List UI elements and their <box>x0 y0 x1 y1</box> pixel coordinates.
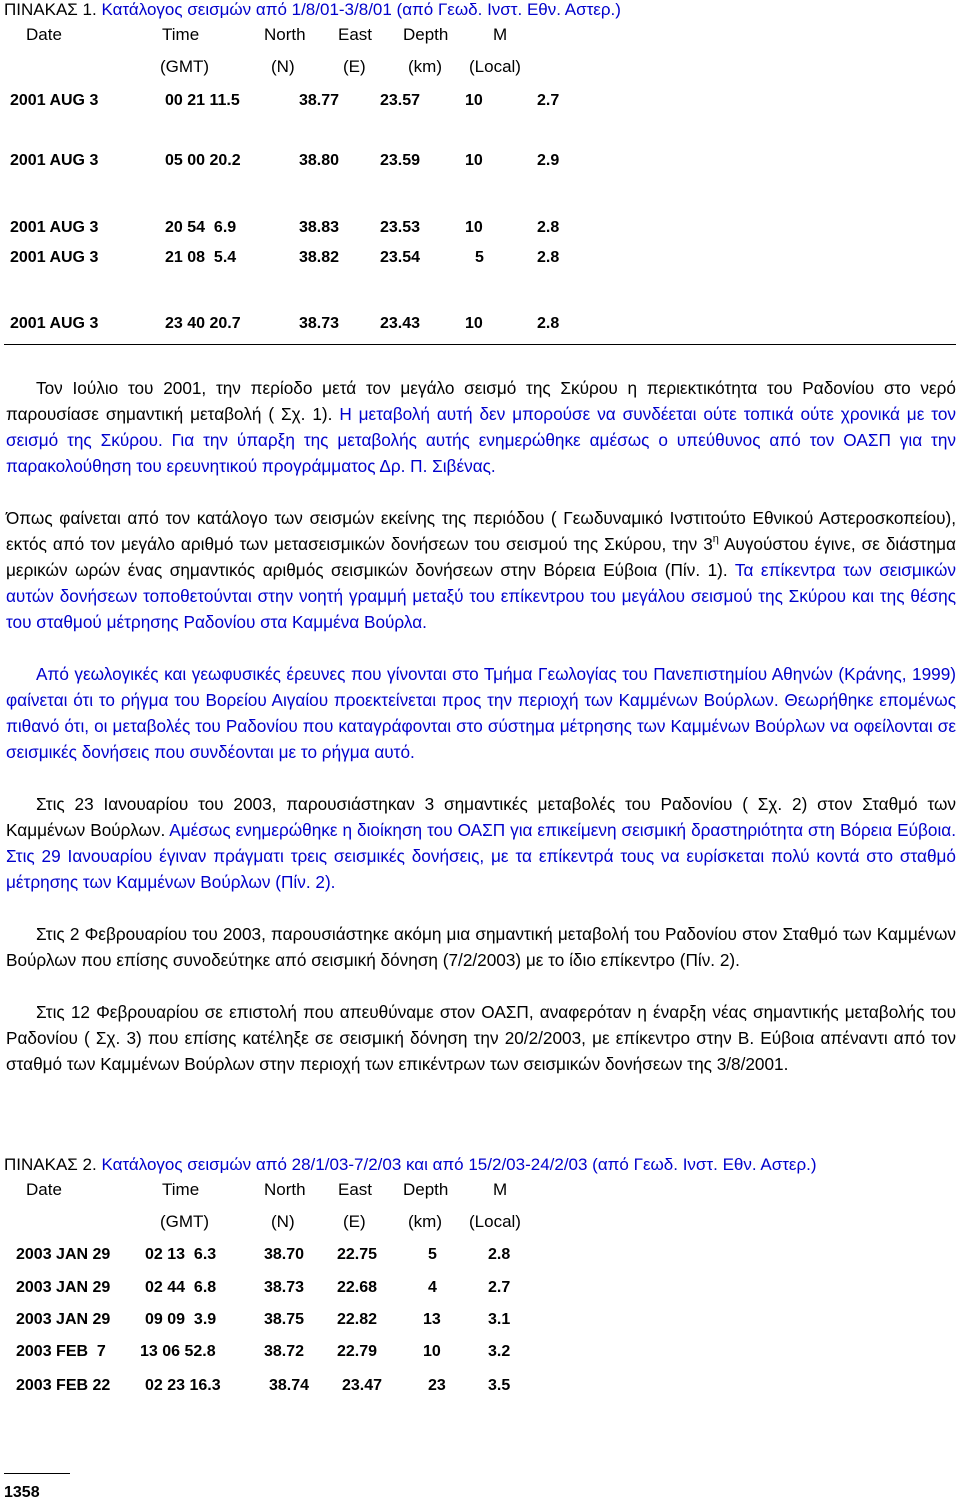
table2-header-north: North <box>264 1180 306 1199</box>
body-paragraph-5 <box>6 921 956 973</box>
p1-sentence-a: Τον Ιούλιο του 2001, την περίοδο μετά τον μεγάλο σεισμό της Σκύρου η περιεκτικότητα του Ραδονίου στο νερό παρουσίασε σημαντική μεταβολή ( Σχ. 1). <box>6 378 956 424</box>
cell-time: 13 06 52.8 <box>140 1343 216 1360</box>
p1-sentence-b: Η μεταβολή αυτή δεν μπορούσε να συνδέεται ούτε τοπικά ούτε χρονικά με τον σεισμό της Σκύρου. <box>6 404 956 450</box>
cell-depth: 10 <box>465 315 483 332</box>
table2-unit-e: (E) <box>343 1212 366 1231</box>
cell-time: 00 21 11.5 <box>165 92 240 109</box>
cell-date: 2003 JAN 29 <box>16 1279 111 1296</box>
table1-unit-e: (E) <box>343 57 366 76</box>
cell-depth: 10 <box>465 152 483 169</box>
footer-rule <box>4 1473 70 1474</box>
cell-north: 38.70 <box>264 1246 305 1263</box>
cell-date: 2001 AUG 3 <box>10 249 99 266</box>
cell-date: 2003 FEB 22 <box>16 1377 111 1394</box>
cell-north: 38.80 <box>299 152 340 169</box>
cell-depth: 13 <box>423 1311 441 1328</box>
cell-date: 2001 AUG 3 <box>10 315 99 332</box>
table1-header-depth: Depth <box>403 25 449 44</box>
table2-header-depth: Depth <box>403 1180 449 1199</box>
table1-header-north: North <box>264 25 306 44</box>
cell-depth: 10 <box>465 92 483 109</box>
cell-north: 38.75 <box>264 1311 305 1328</box>
cell-east: 22.82 <box>337 1311 378 1328</box>
cell-east: 23.54 <box>380 249 421 266</box>
table2-caption <box>4 1155 817 1175</box>
table2-header-time: Time <box>162 1180 200 1199</box>
cell-time: 23 40 20.7 <box>165 315 241 332</box>
cell-depth: 4 <box>428 1279 437 1296</box>
body-paragraph-4 <box>6 791 956 895</box>
cell-depth: 5 <box>428 1246 437 1263</box>
page-number: 1358 <box>4 1484 40 1501</box>
cell-depth: 10 <box>423 1343 441 1360</box>
cell-m: 2.9 <box>537 152 560 169</box>
p3-sentence-b: Θεωρήθηκε επομένως πιθανό ότι, οι μεταβολές του Ραδονίου που καταγράφονται στο σύστημα μέτρησης των Καμμένων Βούρλων να οφείλονται σε σεισμικές δονήσεις που συνδέονται με το ρήγμα αυτό. <box>6 690 956 762</box>
cell-date: 2001 AUG 3 <box>10 152 99 169</box>
table1-unit-n: (N) <box>271 57 295 76</box>
table1-unit-km: (km) <box>408 57 442 76</box>
cell-date: 2003 FEB 7 <box>16 1343 106 1360</box>
table1-title: Κατάλογος σεισμών από 1/8/01-3/8/01 (από Γεωδ. Ινστ. Εθν. Αστερ.) <box>101 0 621 19</box>
table2-header-date: Date <box>26 1180 62 1199</box>
table2-unit-km: (km) <box>408 1212 442 1231</box>
table1-header-east: East <box>338 25 373 44</box>
cell-date: 2001 AUG 3 <box>10 219 99 236</box>
cell-east: 23.57 <box>380 92 421 109</box>
cell-time: 09 09 3.9 <box>145 1311 217 1328</box>
cell-date: 2003 JAN 29 <box>16 1311 111 1328</box>
table1-header-date: Date <box>26 25 62 44</box>
p5-text: Στις 2 Φεβρουαρίου του 2003, παρουσιάστηκε ακόμη μια σημαντική μεταβολή του Ραδονίου στον Σταθμό των Καμμένων Βούρλων που επίσης συνοδεύτηκε από σεισμική δόνηση (7/2/2003) με το ίδιο επίκεντρο (Πίν. 2). <box>6 924 956 970</box>
table1-unit-gmt: (GMT) <box>160 57 210 76</box>
cell-m: 2.7 <box>488 1279 511 1296</box>
cell-time: 20 54 6.9 <box>165 219 237 236</box>
p2-sentence-a: Όπως φαίνεται από τον κατάλογο των σεισμών εκείνης της περιόδου ( Γεωδυναμικό Ινστιτούτο Εθνικού Αστεροσκοπείου), εκτός από τον μεγάλο αριθμό των μετασεισμικών δονήσεων του σεισμού της Σκύρου, την 3 <box>6 508 956 554</box>
table2-header-east: East <box>338 1180 373 1199</box>
p2-sentence-c: Τα επίκεντρα των σεισμικών αυτών δονήσεων τοποθετούνται στην νοητή γραμμή μεταξύ του επίκεντρου του μεγάλου σεισμού της Σκύρου και της θέσης του σταθμού μέτρησης Ραδονίου στα Καμμένα Βούρλα. <box>6 560 957 632</box>
cell-date: 2003 JAN 29 <box>16 1246 111 1263</box>
cell-north: 38.73 <box>264 1279 305 1296</box>
cell-m: 2.8 <box>537 219 560 236</box>
p3-sentence-a: Από γεωλογικές και γεωφυσικές έρευνες που γίνονται στο Τμήμα Γεωλογίας του Πανεπιστημίου Αθηνών (Κράνης, 1999) φαίνεται ότι το ρήγμα του Βορείου Αιγαίου προεκτείνεται προς την περιοχή των Καμμένων Βούρλων. <box>6 664 956 710</box>
cell-m: 2.8 <box>537 315 560 332</box>
cell-depth: 5 <box>475 249 484 266</box>
cell-depth: 23 <box>428 1377 446 1394</box>
cell-north: 38.72 <box>264 1343 305 1360</box>
table1-bottom-rule <box>4 344 956 345</box>
cell-north: 38.83 <box>299 219 340 236</box>
cell-time: 02 13 6.3 <box>145 1246 217 1263</box>
p1-sentence-c: Για την ύπαρξη της μεταβολής αυτής ενημερώθηκε αμέσως ο υπεύθυνος από τον ΟΑΣΠ για την παρακολούθηση του ερευνητικού προγράμματος Δρ. Π. Σιβένας. <box>6 430 956 476</box>
p4-sentence-a: Στις 23 Ιανουαρίου του 2003, παρουσιάστηκαν 3 σημαντικές μεταβολές του Ραδονίου ( Σχ. 2) στον Σταθμό των Καμμένων Βούρλων. <box>6 794 956 840</box>
cell-time: 02 44 6.8 <box>145 1279 217 1296</box>
table1-unit-local: (Local) <box>469 57 521 76</box>
cell-north: 38.74 <box>269 1377 310 1394</box>
p4-sentence-b: Αμέσως ενημερώθηκε η διοίκηση του ΟΑΣΠ για επικείμενη σεισμική δραστηριότητα στη Βόρεια Εύβοια. <box>169 820 956 840</box>
cell-time: 05 00 20.2 <box>165 152 241 169</box>
cell-m: 3.1 <box>488 1311 511 1328</box>
p4-sentence-c: Στις 29 Ιανουαρίου έγιναν πράγματι τρεις σεισμικές δονήσεις, με τα επίκεντρά τους να ευρίσκεται πολύ κοντά στο σταθμό μέτρησης των Καμμένων Βούρλων (Πίν. 2). <box>6 846 956 892</box>
table2-unit-n: (N) <box>271 1212 295 1231</box>
table2-label: ΠΙΝΑΚΑΣ 2. <box>4 1155 97 1174</box>
cell-m: 3.2 <box>488 1343 511 1360</box>
cell-depth: 10 <box>465 219 483 236</box>
cell-m: 3.5 <box>488 1377 511 1394</box>
cell-time: 21 08 5.4 <box>165 249 237 266</box>
cell-time: 02 23 16.3 <box>145 1377 221 1394</box>
table1-header-m: M <box>493 25 508 44</box>
cell-east: 23.53 <box>380 219 421 236</box>
cell-m: 2.7 <box>537 92 560 109</box>
body-paragraph-1 <box>6 375 956 479</box>
cell-east: 22.79 <box>337 1343 378 1360</box>
cell-east: 22.75 <box>337 1246 378 1263</box>
table2-header-m: M <box>493 1180 508 1199</box>
table1-header-time: Time <box>162 25 200 44</box>
p6-text: Στις 12 Φεβρουαρίου σε επιστολή που απευθύναμε στον ΟΑΣΠ, αναφερόταν η έναρξη νέας σημαντικής μεταβολής του Ραδονίου ( Σχ. 3) που επίσης κατέληξε σε σεισμική δόνηση την 20/2/2003, με επίκεντρο στην Β. Εύβοια απέναντι από τον σταθμό των Καμμένων Βούρλων στην περιοχή των επικέντρων των σεισμικών δονήσεων της 3/8/2001. <box>6 1002 956 1074</box>
cell-east: 22.68 <box>337 1279 378 1296</box>
cell-m: 2.8 <box>537 249 560 266</box>
cell-north: 38.73 <box>299 315 340 332</box>
table1-label: ΠΙΝΑΚΑΣ 1. <box>4 0 97 19</box>
table2-unit-gmt: (GMT) <box>160 1212 210 1231</box>
p2-sentence-b: Αυγούστου έγινε, σε διάστημα μερικών ωρών ένας σημαντικός αριθμός σεισμικών δονήσεων στην Βόρεια Εύβοια (Πίν. 1). <box>6 534 956 580</box>
body-paragraph-6 <box>6 999 956 1077</box>
body-paragraph-2 <box>6 505 956 635</box>
cell-north: 38.77 <box>299 92 340 109</box>
cell-date: 2001 AUG 3 <box>10 92 99 109</box>
cell-east: 23.59 <box>380 152 421 169</box>
cell-east: 23.43 <box>380 315 421 332</box>
table1-caption <box>4 0 621 20</box>
table2-title: Κατάλογος σεισμών από 28/1/03-7/2/03 και από 15/2/03-24/2/03 (από Γεωδ. Ινστ. Εθν. Αστερ.) <box>101 1155 817 1174</box>
body-paragraph-3 <box>6 661 956 765</box>
cell-north: 38.82 <box>299 249 340 266</box>
table2-unit-local: (Local) <box>469 1212 521 1231</box>
p2-superscript: η <box>712 533 719 545</box>
cell-east: 23.47 <box>342 1377 383 1394</box>
cell-m: 2.8 <box>488 1246 511 1263</box>
